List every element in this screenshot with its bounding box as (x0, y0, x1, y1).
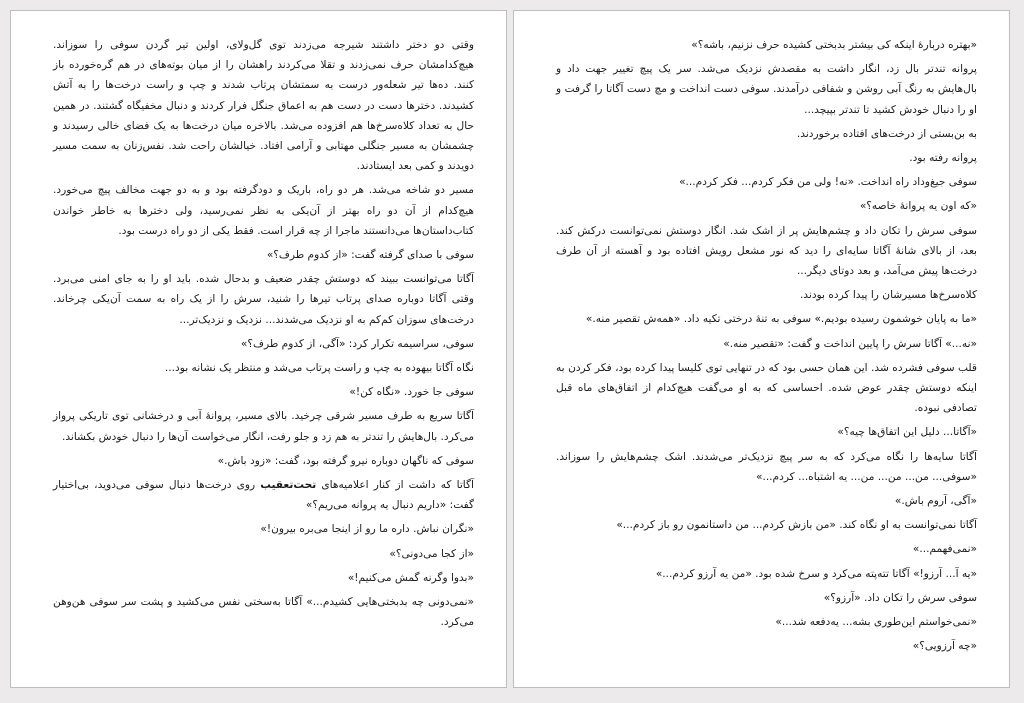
paragraph: سوفی که ناگهان دوباره نیرو گرفته بود، گفت: «زود باش.» (217, 454, 474, 467)
paragraph-text: روی درخت‌ها دنبال سوفی می‌دوید، بی‌اختیار گفت: «داریم دنبال یه پروانه می‌ریم؟» (53, 479, 474, 512)
paragraph: کلاه‌سرخ‌ها مسیرشان را پیدا کرده بودند. (799, 289, 977, 302)
paragraph: «ما به پایان خوشمون رسیده بودیم.» سوفی به تنهٔ درختی تکیه داد. «همه‌ش تقصیر منه.» (585, 313, 977, 326)
left-page-text (53, 35, 474, 636)
paragraph: آگاتا سایه‌ها را نگاه می‌کرد که به سر پیچ نزدیک‌تر می‌شدند. اشک چشم‌هایش را سوزاند. «سوفی... من... من... من... یه اشتباه... کردم...» (556, 450, 977, 483)
paragraph: مسیر دو شاخه می‌شد. هر دو راه، باریک و دودگرفته بود و به دو جهت مخالف پیچ می‌خورد. هیچ‌کدام از آن دو راه بهتر از آن‌یکی به نظر نمی‌رسید، ولی دخترها به خاطر خواندن کتاب‌داستان‌ها می‌دانستند ماجرا از چه قرار است. فقط یکی از دو راه درست بود. (53, 184, 474, 237)
paragraph: «نگران نباش. داره ما رو از اینجا می‌بره بیرون!» (260, 523, 474, 536)
paragraph: «چه آرزویی؟» (912, 640, 977, 653)
paragraph-text: آگاتا که داشت از کنار اعلامیه‌های (316, 479, 474, 492)
right-page (513, 10, 1010, 688)
paragraph: «از کجا می‌دونی؟» (389, 547, 474, 560)
paragraph: سوفی سرش را تکان داد و چشم‌هایش پر از اشک شد. انگار دوستش نمی‌توانست درکش کند. بعد، از بالای شانهٔ آگاتا سایه‌ای را دید که نور مشعل رویش افتاده بود و آهسته از آن طرف درخت‌ها پیش می‌آمد، و بعد دوتای دیگر... (556, 224, 977, 278)
paragraph: آگاتا نمی‌توانست به او نگاه کند. «من بازش کردم... من داستانمون رو باز کردم...» (616, 519, 977, 532)
paragraph: آگاتا می‌توانست ببیند که دوستش چقدر ضعیف و بدحال شده. باید او را به جای امنی می‌برد. وقتی آگاتا دوباره صدای پرتاب تیرها را شنید، سرش را از یک راه به سمت آن‌یکی چرخاند. درخت‌های سوزان کم‌کم به او نزدیک می‌شدند... نزدیک و نزدیک‌تر... (53, 273, 474, 326)
paragraph: «یه آ... آرزو!» آگاتا تته‌پته می‌کرد و سرخ شده بود. «من یه آرزو کردم...» (655, 567, 977, 580)
paragraph: «نه...» آگاتا سرش را پایین انداخت و گفت: «تقصیر منه.» (723, 337, 977, 350)
paragraph: سوفی سرش را تکان داد. «آرزو؟» (823, 591, 977, 604)
paragraph: نگاه آگاتا بیهوده به چپ و راست پرتاب می‌شد و منتظر یک نشانه بود... (164, 362, 474, 375)
paragraph: «نمی‌خواستم این‌طوری بشه... یه‌دفعه شد...» (775, 616, 977, 629)
right-page-text (556, 35, 977, 660)
paragraph: سوفی با صدای گرفته گفت: «از کدوم طرف؟» (266, 249, 474, 262)
paragraph (53, 475, 474, 515)
paragraph: «آگاتا... دلیل این اتفاق‌ها چیه؟» (837, 426, 977, 439)
paragraph: «بهتره دربارهٔ اینکه کی بیشتر بدبختی کشیده حرف نزنیم، باشه؟» (691, 39, 977, 51)
paragraph: سوفی، سراسیمه تکرار کرد: «آگی، از کدوم طرف؟» (240, 337, 474, 350)
paragraph: پروانه تندتر بال زد، انگار داشت به مقصدش نزدیک می‌شد. سر یک پیچ تغییر جهت داد و بال‌هایش به رنگ آبی روشن و شفافی درآمدند. سوفی دست انداخت و مچ دست آگاتا را گرفت و او را دنبال خودش کشید تا تندتر بپیچد... (556, 63, 977, 116)
paragraph: «که اون یه پروانهٔ خاصه؟» (859, 200, 977, 213)
left-page (10, 10, 507, 688)
paragraph: سوفی جیغ‌وداد راه انداخت. «نه! ولی من فکر کردم... فکر کردم...» (679, 176, 977, 189)
paragraph: سوفی جا خورد. «نگاه کن!» (349, 386, 474, 399)
paragraph: «آگی، آروم باش.» (894, 495, 977, 508)
paragraph: «نمی‌دونی چه بدبختی‌هایی کشیدم...» آگاتا به‌سختی نفس می‌کشید و پشت سر سوفی هن‌وهن می‌کرد. (53, 596, 474, 629)
bold-word: تحت‌تعقیب (260, 479, 317, 492)
paragraph: وقتی دو دختر داشتند شیرجه می‌زدند توی گل‌ولای، اولین تیر گردن سوفی را سوزاند. هیچ‌کدامشان حرف نمی‌زدند و تقلا می‌کردند راهشان را از میان بوته‌های در هم گره‌خورده باز کنند. ده‌ها تیر شعله‌ور درست به سمتشان پرتاب شدند و چپ و راست درخت‌ها را به آتش کشیدند. دخترها دست در دست هم به اعماق جنگل فرار کردند و دنبال مخفیگاه گشتند. در همین حال به تعداد کلاه‌سرخ‌ها هم افزوده می‌شد. بالاخره میان درخت‌ها به یک فضای خالی رسیدند و چشمشان به مسیر جنگلی مهتابی و آرامی افتاد. خیالشان راحت شد. نفس‌زنان به سمت مسیر دویدند و کمی بعد ایستادند. (53, 39, 474, 173)
paragraph: به بن‌بستی از درخت‌های افتاده برخوردند. (796, 127, 977, 140)
paragraph: «بدوا وگرنه گمش می‌کنیم!» (347, 571, 474, 584)
paragraph: آگاتا سریع به طرف مسیر شرقی چرخید. بالای مسیر، پروانهٔ آبی و درخشانی توی تاریکی پرواز می‌کرد. بال‌هایش را تندتر به هم زد و جلو رفت، انگار می‌خواست آن‌ها را دنبال خودش بکشاند. (53, 410, 474, 443)
paragraph: قلب سوفی فشرده شد. این همان حسی بود که در تنهایی توی کلیسا پیدا کرده بود، فکر کردن به اینکه دوستش چقدر عوض شده. احساسی که به او می‌گفت هیچ‌کدام از اتفاق‌های ماه قبل تصادفی نبوده. (556, 361, 977, 415)
paragraph: «نمی‌فهمم...» (912, 543, 977, 556)
paragraph: پروانه رفته بود. (909, 152, 977, 165)
